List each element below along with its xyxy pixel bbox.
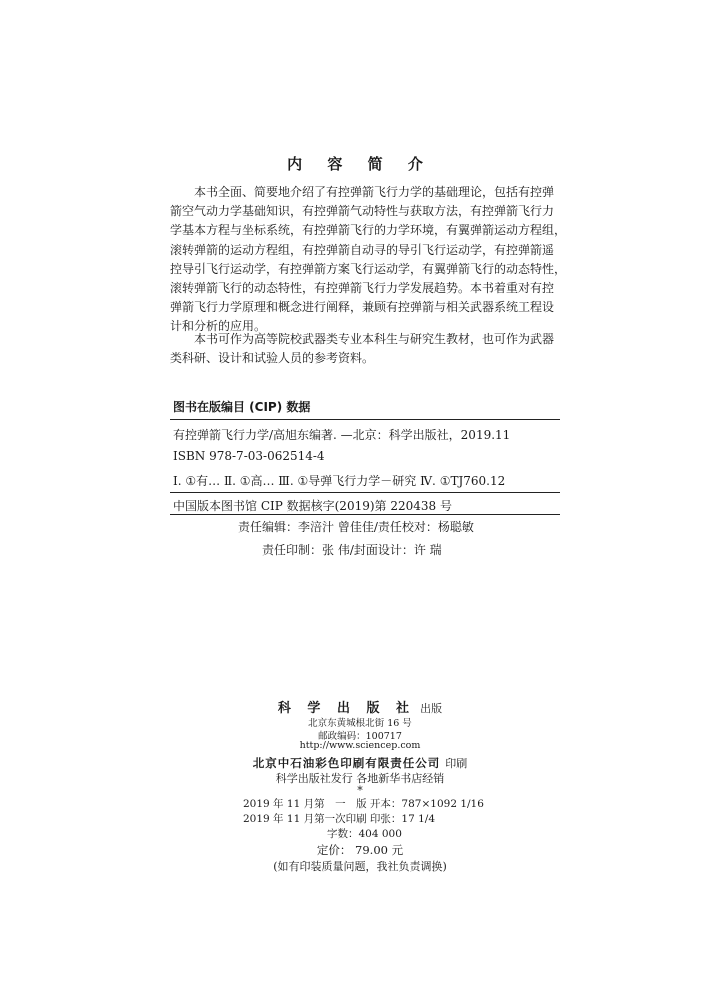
cip-heading: 图书在版编目 (CIP) 数据: [173, 400, 311, 414]
quality-notice: (如有印装质量问题，我社负责调换): [273, 860, 447, 873]
cip-title-line: 有控弹箭飞行力学/高旭东编著. —北京：科学出版社，2019.11: [173, 428, 511, 442]
cip-isbn: ISBN 978-7-03-062514-4: [173, 449, 325, 463]
printer-line: [0, 752, 720, 771]
summary-paragraph-2: [170, 330, 560, 368]
printer-suffix: 印刷: [445, 757, 468, 770]
cip-mid-rule: [170, 492, 560, 493]
text-line: 学基本方程与坐标系统，有控弹箭飞行的力学环境，有翼弹箭运动方程组，: [170, 223, 567, 238]
text-line: 控导引飞行运动学，有控弹箭方案飞行运动学，有翼弹箭飞行的动态特性，: [170, 261, 567, 276]
cip-top-rule: [170, 419, 560, 420]
publisher-suffix: 出版: [420, 702, 443, 715]
cip-subjects: Ⅰ. ①有… Ⅱ. ①高… Ⅲ. ①导弹飞行力学－研究 Ⅳ. ①TJ760.12: [173, 474, 506, 488]
publisher-line: [0, 697, 720, 716]
text-line: 弹箭飞行力学原理和概念进行阐释，兼顾有控弹箭与相关武器系统工程设: [170, 300, 555, 315]
word-count: 字数：404 000: [327, 828, 402, 840]
price: 定价： 79.00 元: [316, 843, 404, 857]
publisher-name: 科 学 出 版 社: [277, 701, 415, 716]
text-line: 本书全面、简要地介绍了有控弹箭飞行力学的基础理论，包括有控弹: [194, 185, 555, 199]
summary-paragraph-1: [170, 183, 567, 337]
printing-design-line: 责任印制：张 伟/封面设计：许 瑞: [262, 543, 442, 557]
edition-line-1: 2019 年 11 月第 一 版 开本：787×1092 1/16: [243, 798, 484, 810]
publisher-address: 北京东黄城根北街 16 号: [308, 718, 412, 729]
separator-star: *: [357, 784, 363, 797]
edition-line-2: 2019 年 11 月第一次印刷 印张：17 1/4: [243, 813, 436, 825]
publisher-postcode: 邮政编码：100717: [318, 731, 402, 742]
editors-line: 责任编辑：李涪汁 曾佳佳/责任校对：杨聪敏: [238, 520, 474, 534]
summary-title: 内 容 简 介: [287, 155, 433, 173]
printer-name: 北京中石油彩色印刷有限责任公司: [252, 756, 441, 770]
cip-number: 中国版本图书馆 CIP 数据核字(2019)第 220438 号: [173, 499, 452, 513]
distribution-line: 科学出版社发行 各地新华书店经销: [275, 772, 445, 785]
text-line: 类科研、设计和试验人员的参考资料。: [170, 351, 375, 366]
cip-bottom-rule: [170, 514, 560, 515]
text-line: 滚转弹箭的运动方程组，有控弹箭自动寻的导引飞行运动学，有控弹箭遥: [170, 242, 555, 257]
text-line: 滚转弹箭飞行的动态特性，有控弹箭飞行力学发展趋势。本书着重对有控: [170, 281, 555, 296]
text-line: 计和分析的应用。: [170, 319, 267, 334]
text-line: 箭空气动力学基础知识，有控弹箭气动特性与获取方法，有控弹箭飞行力: [170, 204, 555, 219]
text-line: 本书可作为高等院校武器类专业本科生与研究生教材，也可作为武器: [194, 332, 555, 346]
publisher-url: http://www.sciencep.com: [299, 740, 421, 751]
